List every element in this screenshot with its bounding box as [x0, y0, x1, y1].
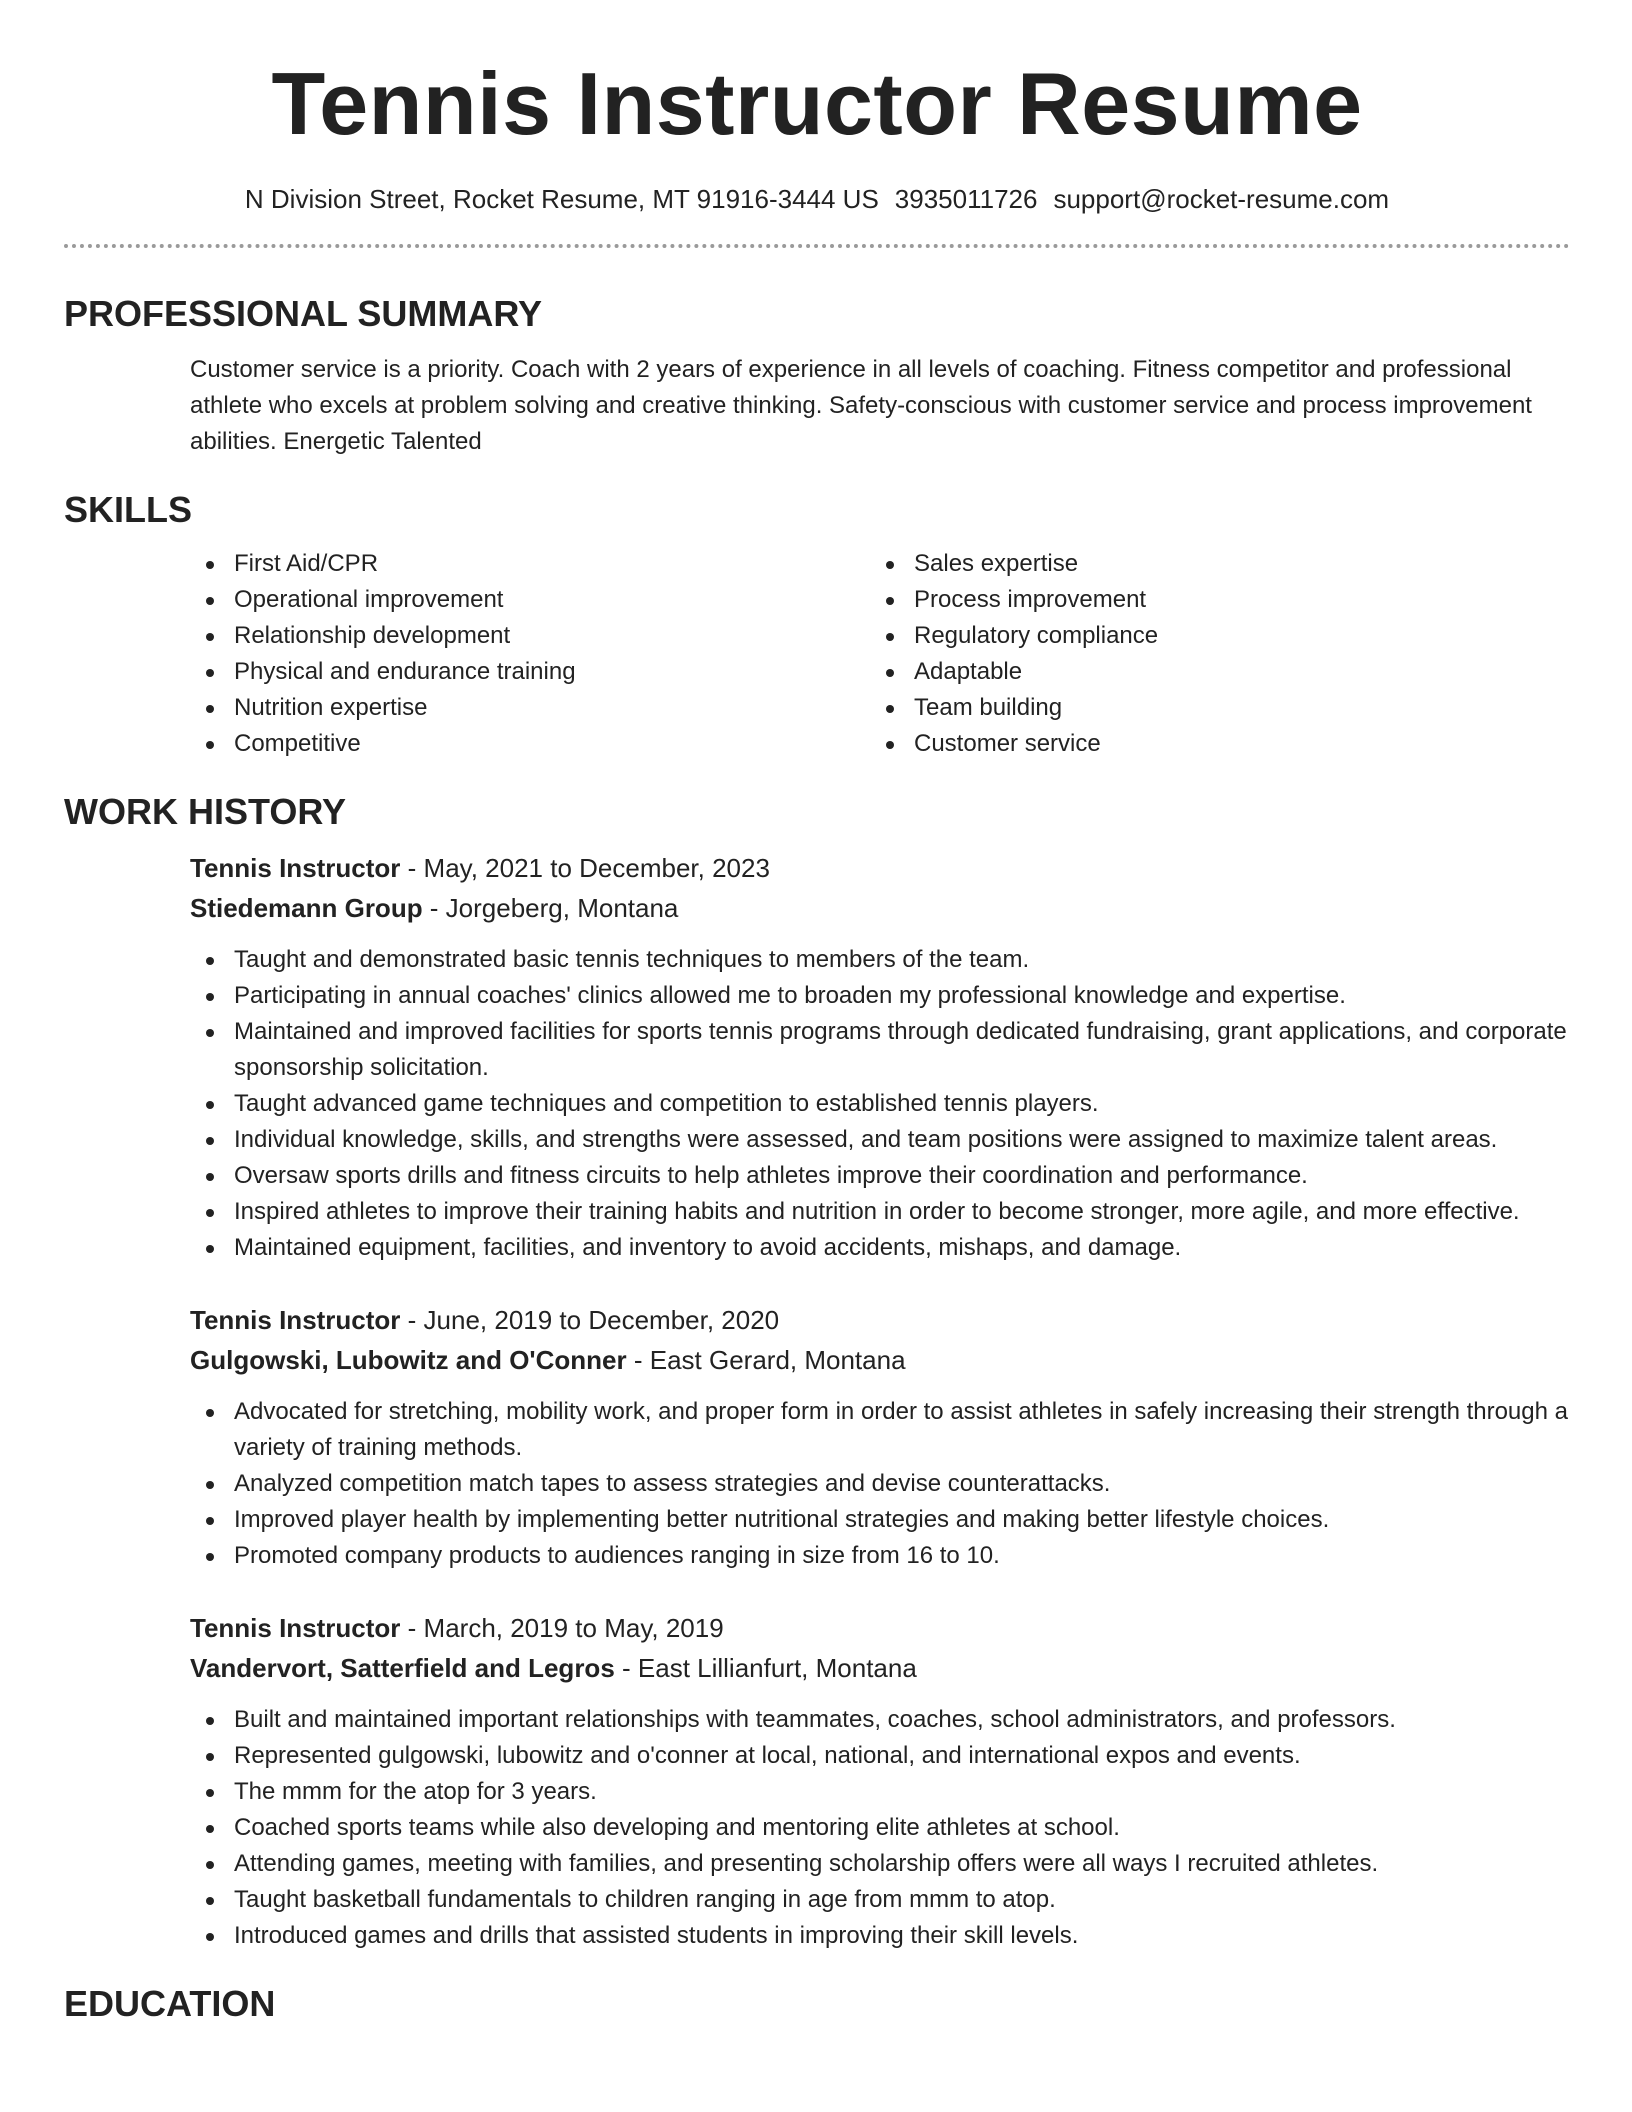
work-history-heading: WORK HISTORY — [64, 791, 347, 832]
job-duty: Coached sports teams while also developing and mentoring elite athletes at school. — [190, 1810, 1570, 1846]
job-title: Tennis Instructor — [190, 1305, 401, 1335]
job-dates: - May, 2021 to December, 2023 — [400, 853, 770, 883]
job-company-line — [190, 888, 1570, 928]
job-duty: Promoted company products to audiences ranging in size from 16 to 10. — [190, 1538, 1570, 1574]
job-title-line — [190, 848, 1570, 888]
job-duty: Built and maintained important relationships with teammates, coaches, school administrators, and professors. — [190, 1702, 1570, 1738]
job-entry — [190, 1608, 1570, 1954]
job-duty: Analyzed competition match tapes to assess strategies and devise counterattacks. — [190, 1466, 1570, 1502]
resume-title: Tennis Instructor Resume — [271, 54, 1363, 153]
job-duty: Individual knowledge, skills, and strengths were assessed, and team positions were assigned to maximize talent areas. — [190, 1122, 1570, 1158]
skills-heading: SKILLS — [64, 489, 193, 530]
skill-item: Regulatory compliance — [870, 618, 1550, 654]
job-entry — [190, 848, 1570, 1266]
summary-heading: PROFESSIONAL SUMMARY — [64, 293, 543, 334]
skill-item: Process improvement — [870, 582, 1550, 618]
skill-item: Customer service — [870, 726, 1550, 762]
contact-line — [64, 182, 1570, 216]
job-duty: Maintained and improved facilities for sports tennis programs through dedicated fundraising, grant applications, and corporate sponsorship solicitation. — [190, 1014, 1570, 1086]
summary-text: Customer service is a priority. Coach with 2 years of experience in all levels of coaching. Fitness competitor and professional athlete who excels at problem solving and creative thinking. Safety-conscious with customer service and process improvement abilities. Energetic Talented — [190, 356, 1532, 455]
job-title-line — [190, 1300, 1570, 1340]
header-divider — [64, 244, 1570, 248]
job-duty: Taught advanced game techniques and competition to established tennis players. — [190, 1086, 1570, 1122]
skills-list-right — [870, 546, 1550, 762]
skills-list-left — [190, 546, 870, 762]
skill-item: Relationship development — [190, 618, 870, 654]
job-title: Tennis Instructor — [190, 1613, 401, 1643]
job-duty: Improved player health by implementing better nutritional strategies and making better lifestyle choices. — [190, 1502, 1570, 1538]
job-title-line — [190, 1608, 1570, 1648]
job-duty: Advocated for stretching, mobility work, and proper form in order to assist athletes in safely increasing their strength through a variety of training methods. — [190, 1394, 1570, 1466]
skill-item: Physical and endurance training — [190, 654, 870, 690]
job-company: Vandervort, Satterfield and Legros — [190, 1653, 615, 1683]
job-dates: - June, 2019 to December, 2020 — [400, 1305, 780, 1335]
job-duty: Inspired athletes to improve their training habits and nutrition in order to become stronger, more agile, and more effective. — [190, 1194, 1570, 1230]
job-entry — [190, 1300, 1570, 1574]
skill-item: Operational improvement — [190, 582, 870, 618]
job-company: Stiedemann Group — [190, 893, 423, 923]
skill-item: Sales expertise — [870, 546, 1550, 582]
job-duties — [190, 1702, 1570, 1954]
job-title: Tennis Instructor — [190, 853, 401, 883]
contact-phone: 3935011726 — [894, 184, 1038, 214]
contact-address: N Division Street, Rocket Resume, MT 91916-3444 US — [244, 184, 879, 214]
job-company: Gulgowski, Lubowitz and O'Conner — [190, 1345, 627, 1375]
job-duty: The mmm for the atop for 3 years. — [190, 1774, 1570, 1810]
skill-item: Nutrition expertise — [190, 690, 870, 726]
job-duty: Introduced games and drills that assisted students in improving their skill levels. — [190, 1918, 1570, 1954]
job-duty: Taught basketball fundamentals to children ranging in age from mmm to atop. — [190, 1882, 1570, 1918]
job-company-line — [190, 1648, 1570, 1688]
job-duty: Represented gulgowski, lubowitz and o'conner at local, national, and international expos and events. — [190, 1738, 1570, 1774]
education-heading: EDUCATION — [64, 1983, 276, 2024]
job-duty: Participating in annual coaches' clinics allowed me to broaden my professional knowledge and expertise. — [190, 978, 1570, 1014]
job-duty: Oversaw sports drills and fitness circuits to help athletes improve their coordination and performance. — [190, 1158, 1570, 1194]
job-duties — [190, 942, 1570, 1266]
job-location: - Jorgeberg, Montana — [422, 893, 679, 923]
job-duty: Attending games, meeting with families, and presenting scholarship offers were all ways I recruited athletes. — [190, 1846, 1570, 1882]
contact-email: support@rocket-resume.com — [1053, 184, 1390, 214]
job-duty: Maintained equipment, facilities, and inventory to avoid accidents, mishaps, and damage. — [190, 1230, 1570, 1266]
job-dates: - March, 2019 to May, 2019 — [400, 1613, 724, 1643]
skills-grid — [190, 546, 1570, 762]
job-location: - East Gerard, Montana — [626, 1345, 906, 1375]
job-duties — [190, 1394, 1570, 1574]
skill-item: Adaptable — [870, 654, 1550, 690]
resume-page — [64, 0, 1570, 2026]
job-location: - East Lillianfurt, Montana — [614, 1653, 917, 1683]
job-company-line — [190, 1340, 1570, 1380]
skill-item: First Aid/CPR — [190, 546, 870, 582]
skill-item: Competitive — [190, 726, 870, 762]
job-duty: Taught and demonstrated basic tennis techniques to members of the team. — [190, 942, 1570, 978]
skill-item: Team building — [870, 690, 1550, 726]
